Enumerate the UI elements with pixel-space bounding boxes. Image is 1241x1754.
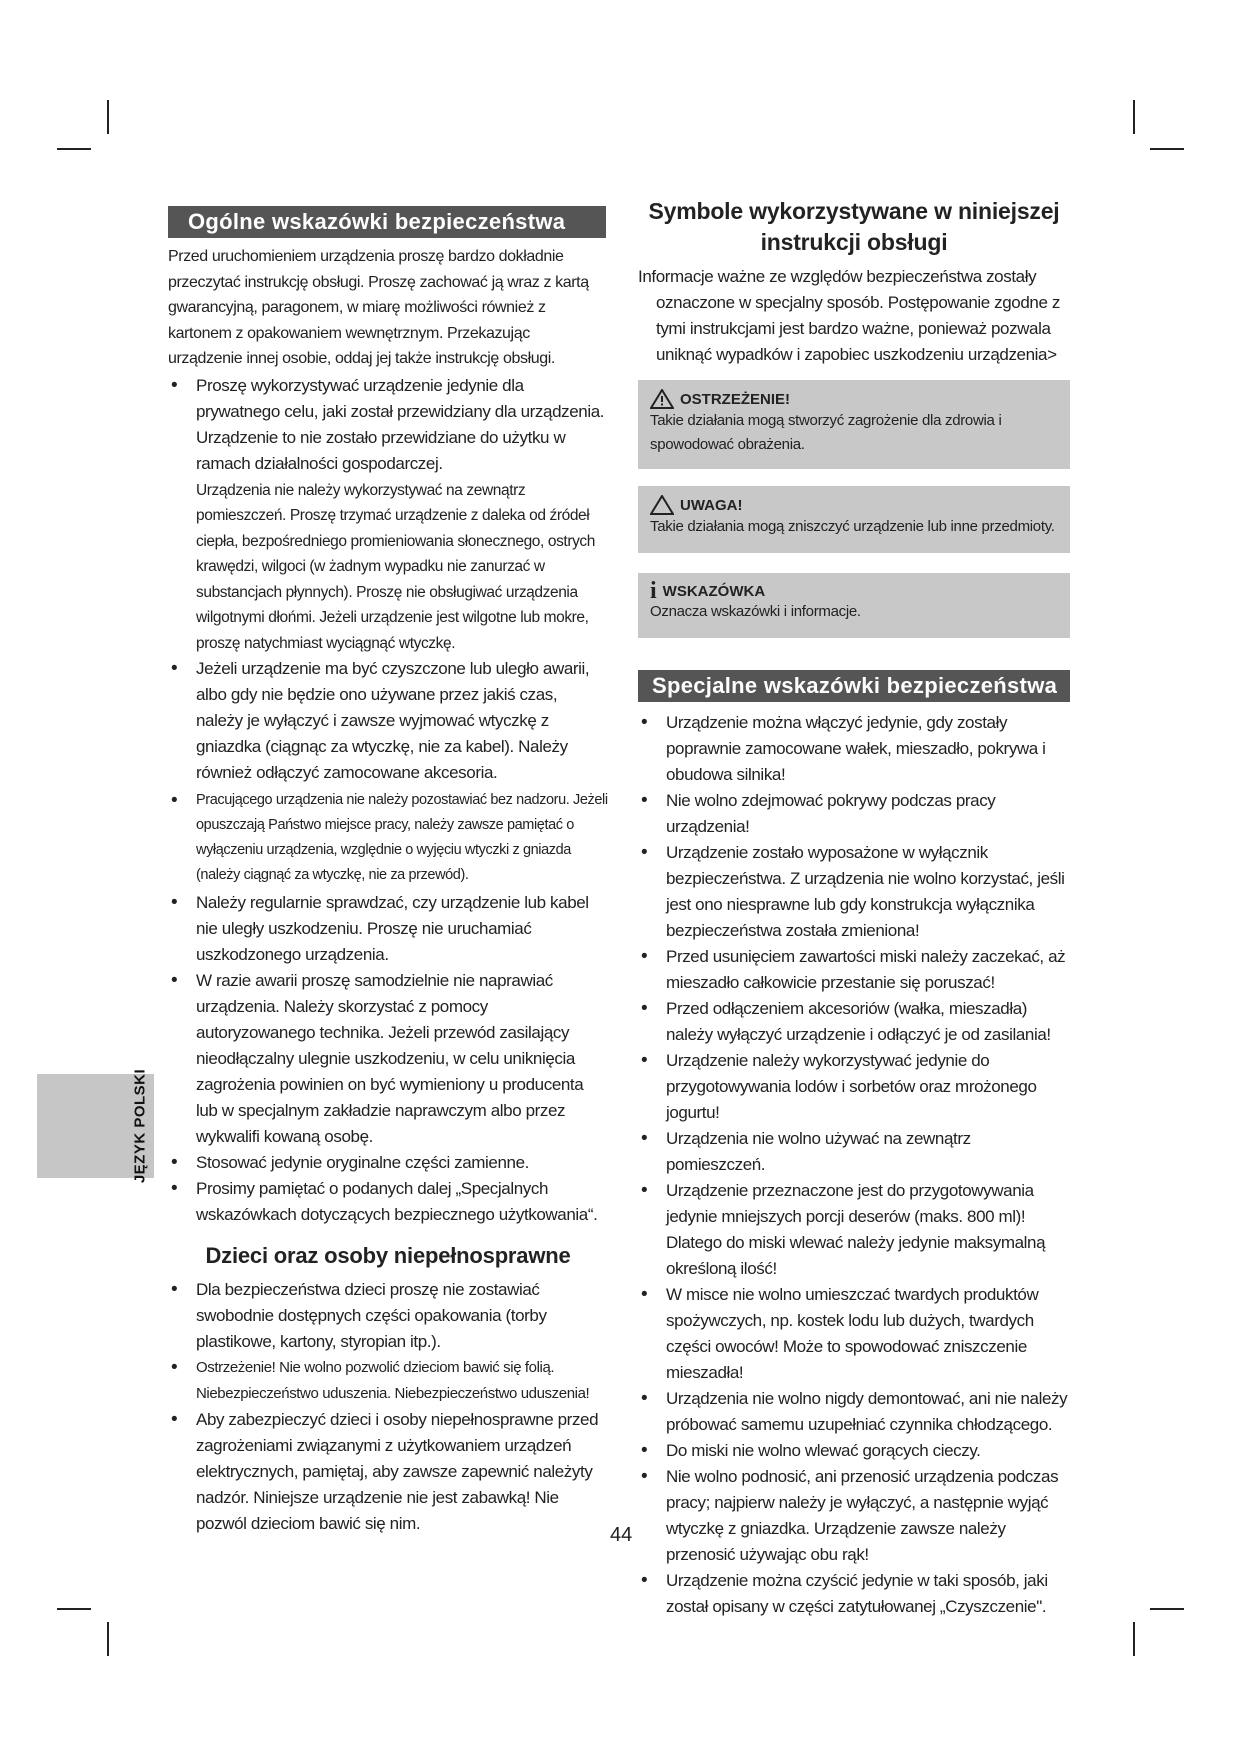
- list-item: • Urządzenie należy wykorzystywać jedynie do przygotowywania lodów i sorbetów oraz mrożonego jogurtu!: [638, 1048, 1070, 1126]
- caution-title: UWAGA!: [680, 496, 743, 514]
- crop-mark: [1150, 1608, 1184, 1610]
- children-heading: Dzieci oraz osoby niepełnosprawne: [205, 1243, 571, 1268]
- crop-mark: [57, 1608, 91, 1610]
- symbols-heading: Symbole wykorzystywane w niniejszej instrukcji obsługi: [648, 198, 1060, 255]
- crop-mark: [1150, 148, 1184, 150]
- list-item: • Prosimy pamiętać o podanych dalej „Specjalnych wskazówkach dotyczących bezpiecznego użytkowania“.: [168, 1176, 608, 1228]
- list-item: • Aby zabezpieczyć dzieci i osoby niepełnosprawne przed zagrożeniami związanymi z użytkowaniem urządzeń elektrycznych, pamiętaj, aby zawsze zapewnić należyty nadzór. Niniejsze urządzenie nie jest zabawką! Nie pozwól dzieciom bawić się nim.: [168, 1407, 608, 1537]
- intro-paragraph: Przed uruchomieniem urządzenia proszę bardzo dokładnie przeczytać instrukcję obsługi. Proszę zachować ją wraz z kartą gwarancyjną, paragonem, w miarę możliwości również z kartonem z opakowaniem wewnętrznym. Przekazując urządzenie innej osobie, oddaj jej także instrukcję obsługi.: [168, 248, 589, 367]
- list-item: • Urządzenia nie wolno nigdy demontować, ani nie należy próbować samemu uzupełniać czynnika chłodzącego.: [638, 1386, 1070, 1438]
- symbols-intro-line: Informacje ważne ze względów bezpieczeństwa zostały: [638, 267, 1037, 286]
- list-item: • Pracującego urządzenia nie należy pozostawiać bez nadzoru. Jeżeli opuszczają Państwo miejsce pracy, należy zawsze pamiętać o wyłączeniu urządzenia, względnie o wyjęciu wtyczki z gniazda (należy ciągnąć za wtyczkę, nie za przewód).: [168, 788, 608, 888]
- list-item: • W misce nie wolno umieszczać twardych produktów spożywczych, np. kostek lodu lub dużych, twardych części owoców! Może to spowodować zniszczenie mieszadła!: [638, 1282, 1070, 1386]
- warning-text: Takie działania mogą stworzyć zagrożenie dla zdrowia i spowodować obrażenia.: [650, 412, 1002, 453]
- warning-title: OSTRZEŻENIE!: [680, 390, 791, 408]
- list-item: • Do miski nie wolno wlewać gorących cieczy.: [638, 1438, 1070, 1464]
- list-item: • Proszę wykorzystywać urządzenie jedynie dla prywatnego celu, jaki został przewidziany dla urządzenia. Urządzenie to nie zostało przewidziane do użytku w ramach działalności gospodarczej. Urządzenia nie należy wykorzystywać na zewnątrz pomieszczeń. Proszę trzymać urządzenie z daleka od źródeł ciepła, bezpośredniego promieniowania słonecznego, ostrych krawędzi, wilgoci (w żadnym wypadku nie zanurzać w substancjach płynnych). Proszę nie obsługiwać urządzenia wilgotnymi dłońmi. Jeżeli urządzenie jest wilgotne lub mokre, proszę natychmiast wyciągnąć wtyczkę.: [168, 373, 608, 657]
- warning-triangle-icon: [650, 389, 674, 409]
- hint-text: Oznacza wskazówki i informacje.: [650, 603, 861, 620]
- caution-triangle-icon: [650, 495, 674, 515]
- list-item: • Urządzenie przeznaczone jest do przygotowywania jedynie mniejszych porcji deserów (maks. 800 ml)! Dlatego do miski wlewać należy jedynie maksymalną określoną ilość!: [638, 1178, 1070, 1282]
- info-icon: i: [650, 578, 657, 604]
- page-number: 44: [610, 1524, 633, 1546]
- list-item: • W razie awarii proszę samodzielnie nie naprawiać urządzenia. Należy skorzystać z pomocy autoryzowanego technika. Jeżeli przewód zasilający nieodłączalny ulegnie uszkodzeniu, w celu uniknięcia zagrożenia powinien on być wymieniony u producenta lub w specjalnym zakładzie naprawczym albo przez wykwalifi kowaną osobę.: [168, 968, 608, 1150]
- list-item: • Przed odłączeniem akcesoriów (wałka, mieszadła) należy wyłączyć urządzenie i odłączyć je od zasilania!: [638, 996, 1070, 1048]
- language-tab-label: JĘZYK POLSKI: [131, 1068, 149, 1184]
- list-item: • Nie wolno zdejmować pokrywy podczas pracy urządzenia!: [638, 788, 1070, 840]
- crop-mark: [1133, 1622, 1135, 1656]
- list-item: • Ostrzeżenie! Nie wolno pozwolić dzieciom bawić się folią. Niebezpieczeństwo uduszenia. Niebezpieczeństwo uduszenia!: [168, 1355, 608, 1407]
- crop-mark: [107, 1622, 109, 1656]
- list-item: • Przed usunięciem zawartości miski należy zaczekać, aż mieszadło całkowicie przestanie się poruszać!: [638, 944, 1070, 996]
- hint-box: [638, 573, 1070, 638]
- list-item: • Urządzenia nie wolno używać na zewnątrz pomieszczeń.: [638, 1126, 1070, 1178]
- list-item: • Dla bezpieczeństwa dzieci proszę nie zostawiać swobodnie dostępnych części opakowania (torby plastikowe, kartony, styropian itp.).: [168, 1277, 608, 1355]
- list-item: • Stosować jedynie oryginalne części zamienne.: [168, 1150, 608, 1176]
- crop-mark: [1133, 100, 1135, 134]
- caution-text: Takie działania mogą zniszczyć urządzenie lub inne przedmioty.: [650, 518, 1055, 535]
- symbols-intro: oznaczone w specjalny sposób. Postępowanie zgodne z tymi instrukcjami jest bardzo ważne, ponieważ pozwala uniknąć wypadków i zapobiec uszkodzeniu urządzenia>: [656, 293, 1060, 364]
- list-item: • Jeżeli urządzenie ma być czyszczone lub uległo awarii, albo gdy nie będzie ono używane przez jakiś czas, należy je wyłączyć i zawsze wyjmować wtyczkę z gniazdka (ciągnąc za wtyczkę, nie za kabel). Należy również odłączyć zamocowane akcesoria.: [168, 656, 608, 786]
- hint-title: WSKAZÓWKA: [662, 582, 766, 600]
- warning-box: [638, 380, 1070, 469]
- list-item: • Urządzenie zostało wyposażone w wyłącznik bezpieczeństwa. Z urządzenia nie wolno korzystać, jeśli jest ono niesprawne lub gdy konstrukcja wyłącznika bezpieczeństwa została zmieniona!: [638, 840, 1070, 944]
- crop-mark: [107, 100, 109, 134]
- list-item: • Urządzenie można czyścić jedynie w taki sposób, jaki został opisany w części zatytułowanej „Czyszczenie".: [638, 1568, 1070, 1620]
- crop-mark: [57, 148, 91, 150]
- special-safety-heading: Specjalne wskazówki bezpieczeństwa: [638, 670, 1070, 702]
- general-safety-heading: Ogólne wskazówki bezpieczeństwa: [168, 206, 606, 238]
- list-item: • Urządzenie można włączyć jedynie, gdy zostały poprawnie zamocowane wałek, mieszadło, pokrywa i obudowa silnika!: [638, 710, 1070, 788]
- caution-box: [638, 486, 1070, 553]
- list-item: • Nie wolno podnosić, ani przenosić urządzenia podczas pracy; najpierw należy je wyłączyć, a następnie wyjąć wtyczkę z gniazdka. Urządzenie zawsze należy przenosić używając obu rąk!: [638, 1464, 1070, 1568]
- list-item: • Należy regularnie sprawdzać, czy urządzenie lub kabel nie uległy uszkodzeniu. Proszę nie uruchamiać uszkodzonego urządzenia.: [168, 890, 608, 968]
